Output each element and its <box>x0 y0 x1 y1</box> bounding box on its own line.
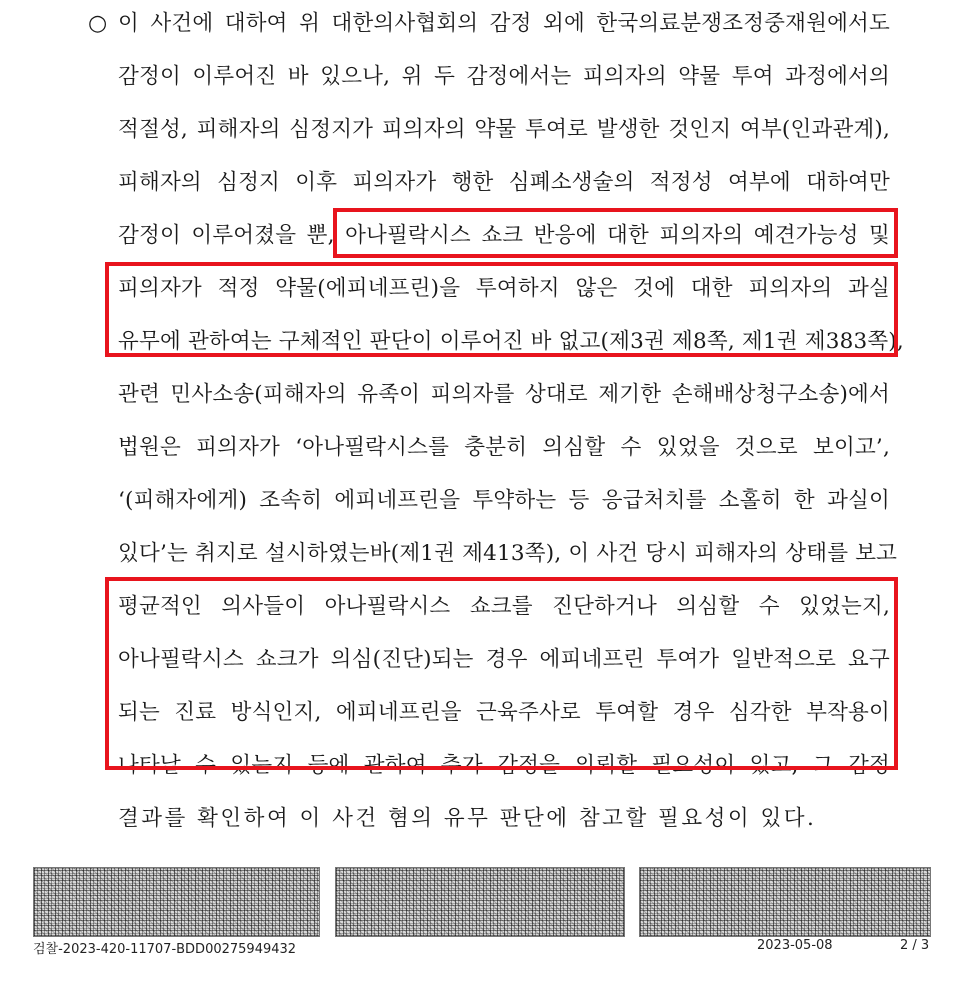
text-line-10: ‘(피해자에게) 조속히 에피네프린을 투약하는 등 응급처치를 소홀히 한 과실이 <box>118 488 890 513</box>
barcode-1 <box>33 867 320 937</box>
text-line-11: 있다’는 취지로 설시하였는바(제1권 제413쪽), 이 사건 당시 피해자의 상태를 보고 <box>118 541 898 566</box>
text-line-1: 이 사건에 대하여 위 대한의사협회의 감정 외에 한국의료분쟁조정중재원에서도 <box>118 11 890 36</box>
footer-page-number: 2 / 3 <box>900 938 930 953</box>
bullet-circle-icon: ○ <box>88 11 108 36</box>
text-line-6: 피의자가 적정 약물(에피네프린)을 투여하지 않은 것에 대한 피의자의 과실 <box>118 276 890 301</box>
highlight-box-1b <box>105 262 904 357</box>
text-line-15: 나타날 수 있는지 등에 관하여 추가 감정을 의뢰할 필요성이 있고, 그 감정 <box>118 753 890 778</box>
text-line-5: 감정이 이루어졌을 뿐, 아나필락시스 쇼크 반응에 대한 피의자의 예견가능성 및 <box>118 223 890 248</box>
text-line-4: 피해자의 심정지 이후 피의자가 행한 심폐소생술의 적정성 여부에 대하여만 <box>118 170 890 195</box>
footer-date: 2023-05-08 <box>757 938 833 953</box>
text-line-3: 적절성, 피해자의 심정지가 피의자의 약물 투여로 발생한 것인지 여부(인과관계), <box>118 117 890 142</box>
barcode-2 <box>335 867 625 937</box>
text-line-9: 법원은 피의자가 ‘아나필락시스를 충분히 의심할 수 있었을 것으로 보이고’, <box>118 435 890 460</box>
barcode-3 <box>639 867 931 937</box>
footer-doc-id: 검찰-2023-420-11707-BDD00275949432 <box>33 942 297 957</box>
text-line-8: 관련 민사소송(피해자의 유족이 피의자를 상대로 제기한 손해배상청구소송)에서 <box>118 382 890 407</box>
text-line-14: 되는 진료 방식인지, 에피네프린을 근육주사로 투여할 경우 심각한 부작용이 <box>118 700 890 725</box>
text-line-7: 유무에 관하여는 구체적인 판단이 이루어진 바 없고(제3권 제8쪽, 제1권 제383쪽), <box>118 329 904 354</box>
text-line-2: 감정이 이루어진 바 있으나, 위 두 감정에서는 피의자의 약물 투여 과정에서의 <box>118 64 890 89</box>
highlight-box-2 <box>105 577 898 770</box>
highlight-box-1a <box>333 208 898 258</box>
text-line-12: 평균적인 의사들이 아나필락시스 쇼크를 진단하거나 의심할 수 있었는지, <box>118 594 890 619</box>
text-line-13: 아나필락시스 쇼크가 의심(진단)되는 경우 에피네프린 투여가 일반적으로 요구 <box>118 647 890 672</box>
text-line-16: 결과를 확인하여 이 사건 혐의 유무 판단에 참고할 필요성이 있다. <box>118 806 817 831</box>
